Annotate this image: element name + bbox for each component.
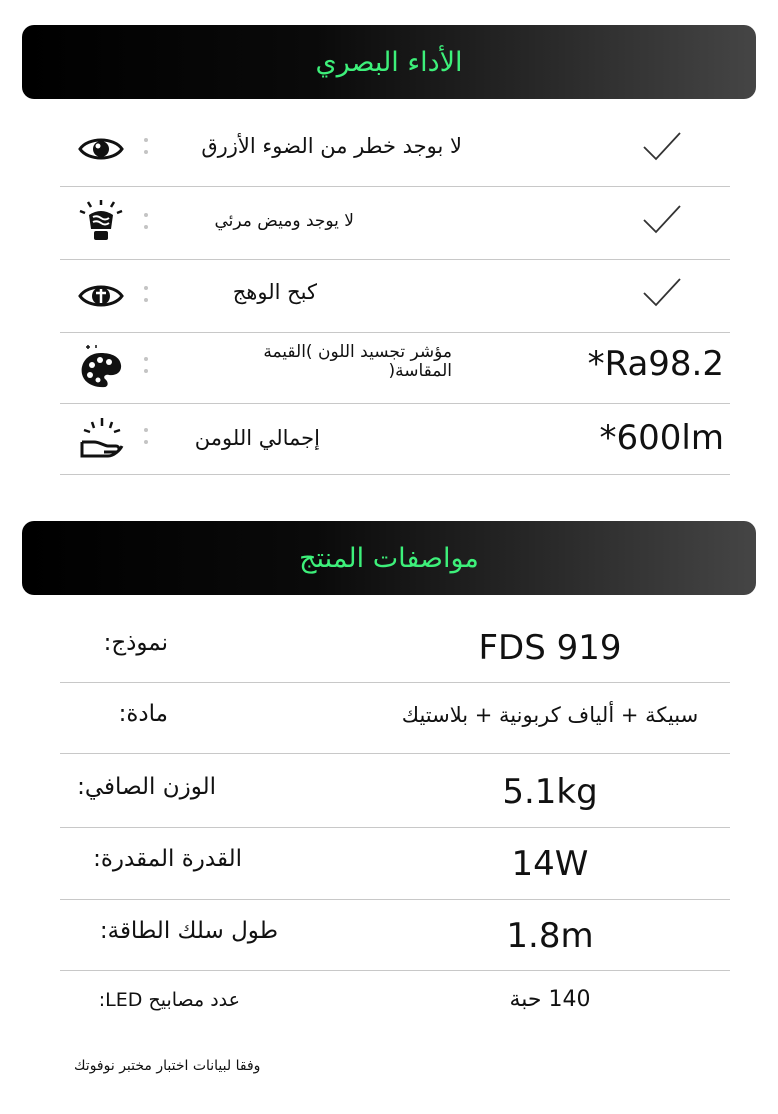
visual-performance-banner	[22, 25, 756, 99]
spec-label: الوزن الصافي:	[77, 774, 216, 800]
spec-row-led	[60, 971, 730, 1041]
light-hand-icon	[78, 416, 124, 462]
row-dots	[144, 286, 150, 310]
visual-row-label: لا يوجد وميض مرئي	[214, 211, 354, 231]
spec-label: طول سلك الطاقة:	[99, 918, 278, 944]
lumen-value: *600lm	[599, 418, 724, 458]
spec-row-cord	[60, 900, 730, 971]
palette-icon	[78, 345, 124, 391]
spec-label: نموذج:	[103, 630, 168, 656]
visual-row-label: كبح الوهج	[232, 280, 317, 304]
visual-row-label: إجمالي اللومن	[194, 426, 320, 450]
spec-label: عدد مصابيح LED:	[98, 989, 240, 1011]
row-dots	[144, 138, 150, 162]
eye-icon	[78, 126, 124, 172]
flicker-bulb-icon	[78, 199, 124, 245]
visual-row-label: مؤشر تجسيد اللون )القيمة المقاسة(	[263, 342, 452, 381]
spec-row-model	[60, 612, 730, 683]
spec-value: 140 حبة	[509, 987, 591, 1012]
visual-row-glare	[60, 260, 730, 333]
visual-row-flicker	[60, 187, 730, 260]
check-icon	[640, 275, 684, 311]
spec-row-power	[60, 828, 730, 900]
spec-label: مادة:	[118, 701, 168, 727]
spec-value: 5.1kg	[502, 772, 598, 812]
row-dots	[144, 428, 150, 452]
row-dots	[144, 357, 150, 381]
spec-value: FDS 919	[478, 628, 622, 668]
visual-row-blue-light	[60, 110, 730, 187]
spec-row-material	[60, 683, 730, 754]
product-specs-banner	[22, 521, 756, 595]
visual-row-lumen	[60, 404, 730, 475]
eye-shield-icon	[78, 273, 124, 319]
spec-label: القدرة المقدرة:	[93, 846, 242, 872]
spec-value: سبيكة + ألياف كربونية + بلاستيك	[401, 703, 699, 727]
spec-value: 14W	[511, 844, 589, 884]
product-specs-title: مواصفات المنتج	[299, 542, 479, 574]
check-icon	[640, 129, 684, 165]
visual-row-cri	[60, 333, 730, 404]
visual-performance-title: الأداء البصري	[315, 46, 463, 78]
check-icon	[640, 202, 684, 238]
row-dots	[144, 213, 150, 237]
footnote: وفقا لبيانات اختبار مختبر نوفوتك	[74, 1058, 261, 1074]
cri-value: *Ra98.2	[587, 344, 724, 384]
spec-value: 1.8m	[506, 916, 594, 956]
spec-row-weight	[60, 754, 730, 828]
visual-row-label: لا بوجد خطر من الضوء الأزرق	[201, 134, 462, 158]
